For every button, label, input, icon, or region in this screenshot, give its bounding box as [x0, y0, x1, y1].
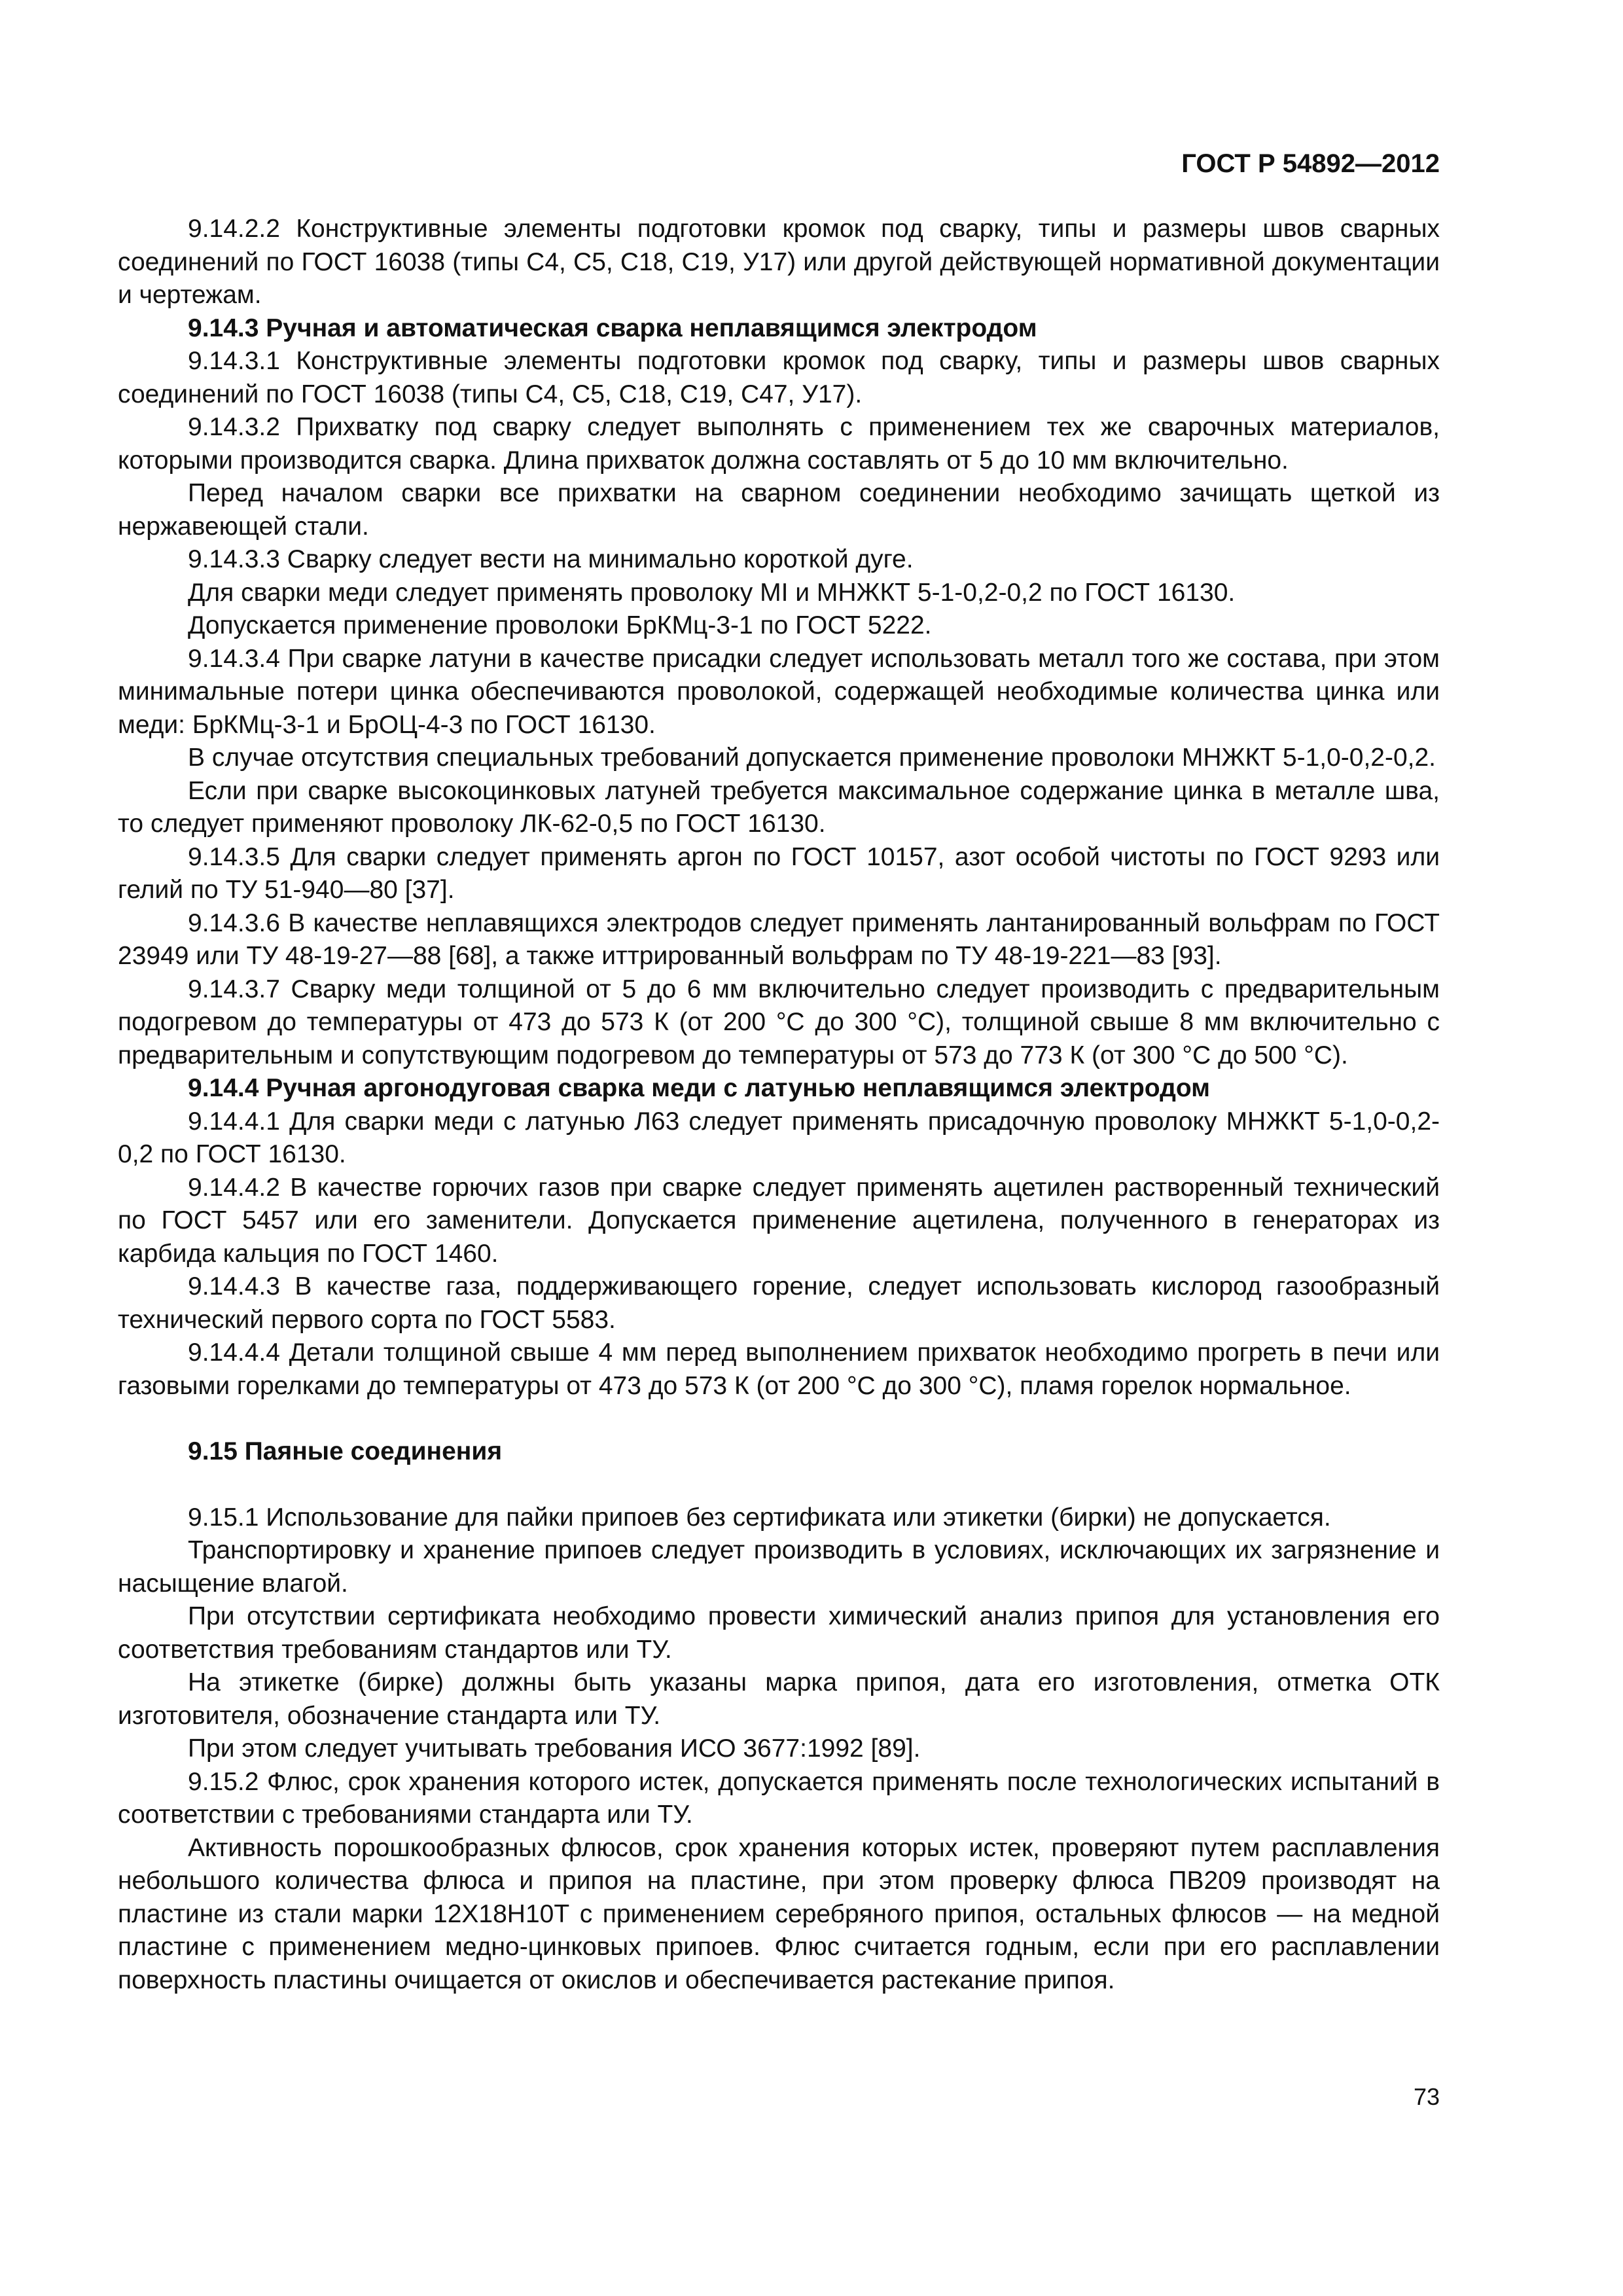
paragraph: 9.14.3.6 В качестве неплавящихся электродов следует применять лантанированный вольфрам по ГОСТ 23949 или ТУ 48-19-27—88 [68], а также иттрированный вольфрам по ТУ 48-19-221—83 [93]. [118, 908, 1440, 970]
paragraph: Активность порошкообразных флюсов, срок хранения которых истек, проверяют путем расплавления небольшого количества флюса и припоя на пластине, при этом проверку флюса ПВ209 производят на пластине из стали марки 12Х18Н10Т с применением серебряного припоя, остальных флюсов — на медной пластине с применением медно-цинковых припоев. Флюс считается годным, если при его расплавлении поверхность пластины очищается от окислов и обеспечивается растекание припоя. [118, 1833, 1440, 1994]
paragraph: При этом следует учитывать требования ИСО 3677:1992 [89]. [188, 1734, 921, 1763]
paragraph: 9.14.3.4 При сварке латуни в качестве присадки следует использовать металл того же состава, при этом минимальные потери цинка обеспечиваются проволокой, содержащей необходимые количества цинка или меди: БрКМц-3-1 и БрОЦ-4-3 по ГОСТ 16130. [118, 644, 1440, 739]
paragraph: 9.14.4.2 В качестве горючих газов при сварке следует применять ацетилен растворенный технический по ГОСТ 5457 или его заменители. Допускается применение ацетилена, полученного в генераторах из карбида кальция по ГОСТ 1460. [118, 1173, 1440, 1268]
paragraph: 9.15.2 Флюс, срок хранения которого истек, допускается применять после технологических испытаний в соответствии с требованиями стандарта или ТУ. [118, 1767, 1440, 1829]
page-number: 73 [1413, 2083, 1440, 2110]
paragraph: 9.15.1 Использование для пайки припоев без сертификата или этикетки (бирки) не допускается. [188, 1503, 1331, 1532]
document-header: ГОСТ Р 54892—2012 [1181, 149, 1440, 178]
paragraph: 9.14.2.2 Конструктивные элементы подготовки кромок под сварку, типы и размеры швов сварных соединений по ГОСТ 16038 (типы С4, С5, С18, С19, У17) или другой действующей нормативной документации и чертежам. [118, 215, 1440, 309]
paragraph: Допускается применение проволоки БрКМц-3-1 по ГОСТ 5222. [188, 611, 932, 639]
paragraph: Для сварки меди следует применять проволоку МI и МНЖКТ 5-1-0,2-0,2 по ГОСТ 16130. [188, 578, 1236, 607]
paragraph: 9.14.4.3 В качестве газа, поддерживающего горение, следует использовать кислород газообразный технический первого сорта по ГОСТ 5583. [118, 1272, 1440, 1334]
paragraph: 9.14.3.5 Для сварки следует применять аргон по ГОСТ 10157, азот особой чистоты по ГОСТ 9293 или гелий по ТУ 51-940—80 [37]. [118, 842, 1440, 904]
section-heading: 9.15 Паяные соединения [188, 1437, 503, 1465]
paragraph: 9.14.3.7 Сварку меди толщиной от 5 до 6 мм включительно следует производить с предварительным подогревом до температуры от 473 до 573 К (от 200 °С до 300 °С), толщиной свыше 8 мм включительно с предварительным и сопутствующим подогревом до температуры от 573 до 773 К (от 300 °С до 500 °С). [118, 975, 1440, 1069]
paragraph: 9.14.3.3 Сварку следует вести на минимально короткой дуге. [188, 545, 914, 573]
paragraph: Транспортировку и хранение припоев следует производить в условиях, исключающих их загрязнение и насыщение влагой. [118, 1536, 1440, 1598]
paragraph: 9.14.3.2 Прихватку под сварку следует выполнять с применением тех же сварочных материалов, которыми производится сварка. Длина прихваток должна составлять от 5 до 10 мм включительно. [118, 413, 1440, 475]
document-page [118, 147, 1440, 1997]
paragraph: Перед началом сварки все прихватки на сварном соединении необходимо зачищать щеткой из нержавеющей стали. [118, 479, 1440, 541]
paragraph: На этикетке (бирке) должны быть указаны марка припоя, дата его изготовления, отметка ОТК изготовителя, обозначение стандарта или ТУ. [118, 1668, 1440, 1730]
paragraph: Если при сварке высокоцинковых латуней требуется максимальное содержание цинка в металле шва, то следует применяют проволоку ЛК-62-0,5 по ГОСТ 16130. [118, 776, 1440, 838]
paragraph: 9.14.3.1 Конструктивные элементы подготовки кромок под сварку, типы и размеры швов сварных соединений по ГОСТ 16038 (типы С4, С5, С18, С19, С47, У17). [118, 347, 1440, 408]
paragraph: При отсутствии сертификата необходимо провести химический анализ припоя для установления его соответствия требованиям стандартов или ТУ. [118, 1602, 1440, 1664]
section-heading: 9.14.4 Ручная аргонодуговая сварка меди с латунью неплавящимся электродом [188, 1074, 1210, 1102]
paragraph: 9.14.4.4 Детали толщиной свыше 4 мм перед выполнением прихваток необходимо прогреть в печи или газовыми горелками до температуры от 473 до 573 К (от 200 °С до 300 °С), пламя горелок нормальное. [118, 1338, 1440, 1400]
section-heading: 9.14.3 Ручная и автоматическая сварка неплавящимся электродом [188, 314, 1037, 342]
paragraph: 9.14.4.1 Для сварки меди с латунью Л63 следует применять присадочную проволоку МНЖКТ 5-1,0-0,2-0,2 по ГОСТ 16130. [118, 1107, 1440, 1168]
paragraph: В случае отсутствия специальных требований допускается применение проволоки МНЖКТ 5-1,0-0,2-0,2. [188, 744, 1436, 772]
